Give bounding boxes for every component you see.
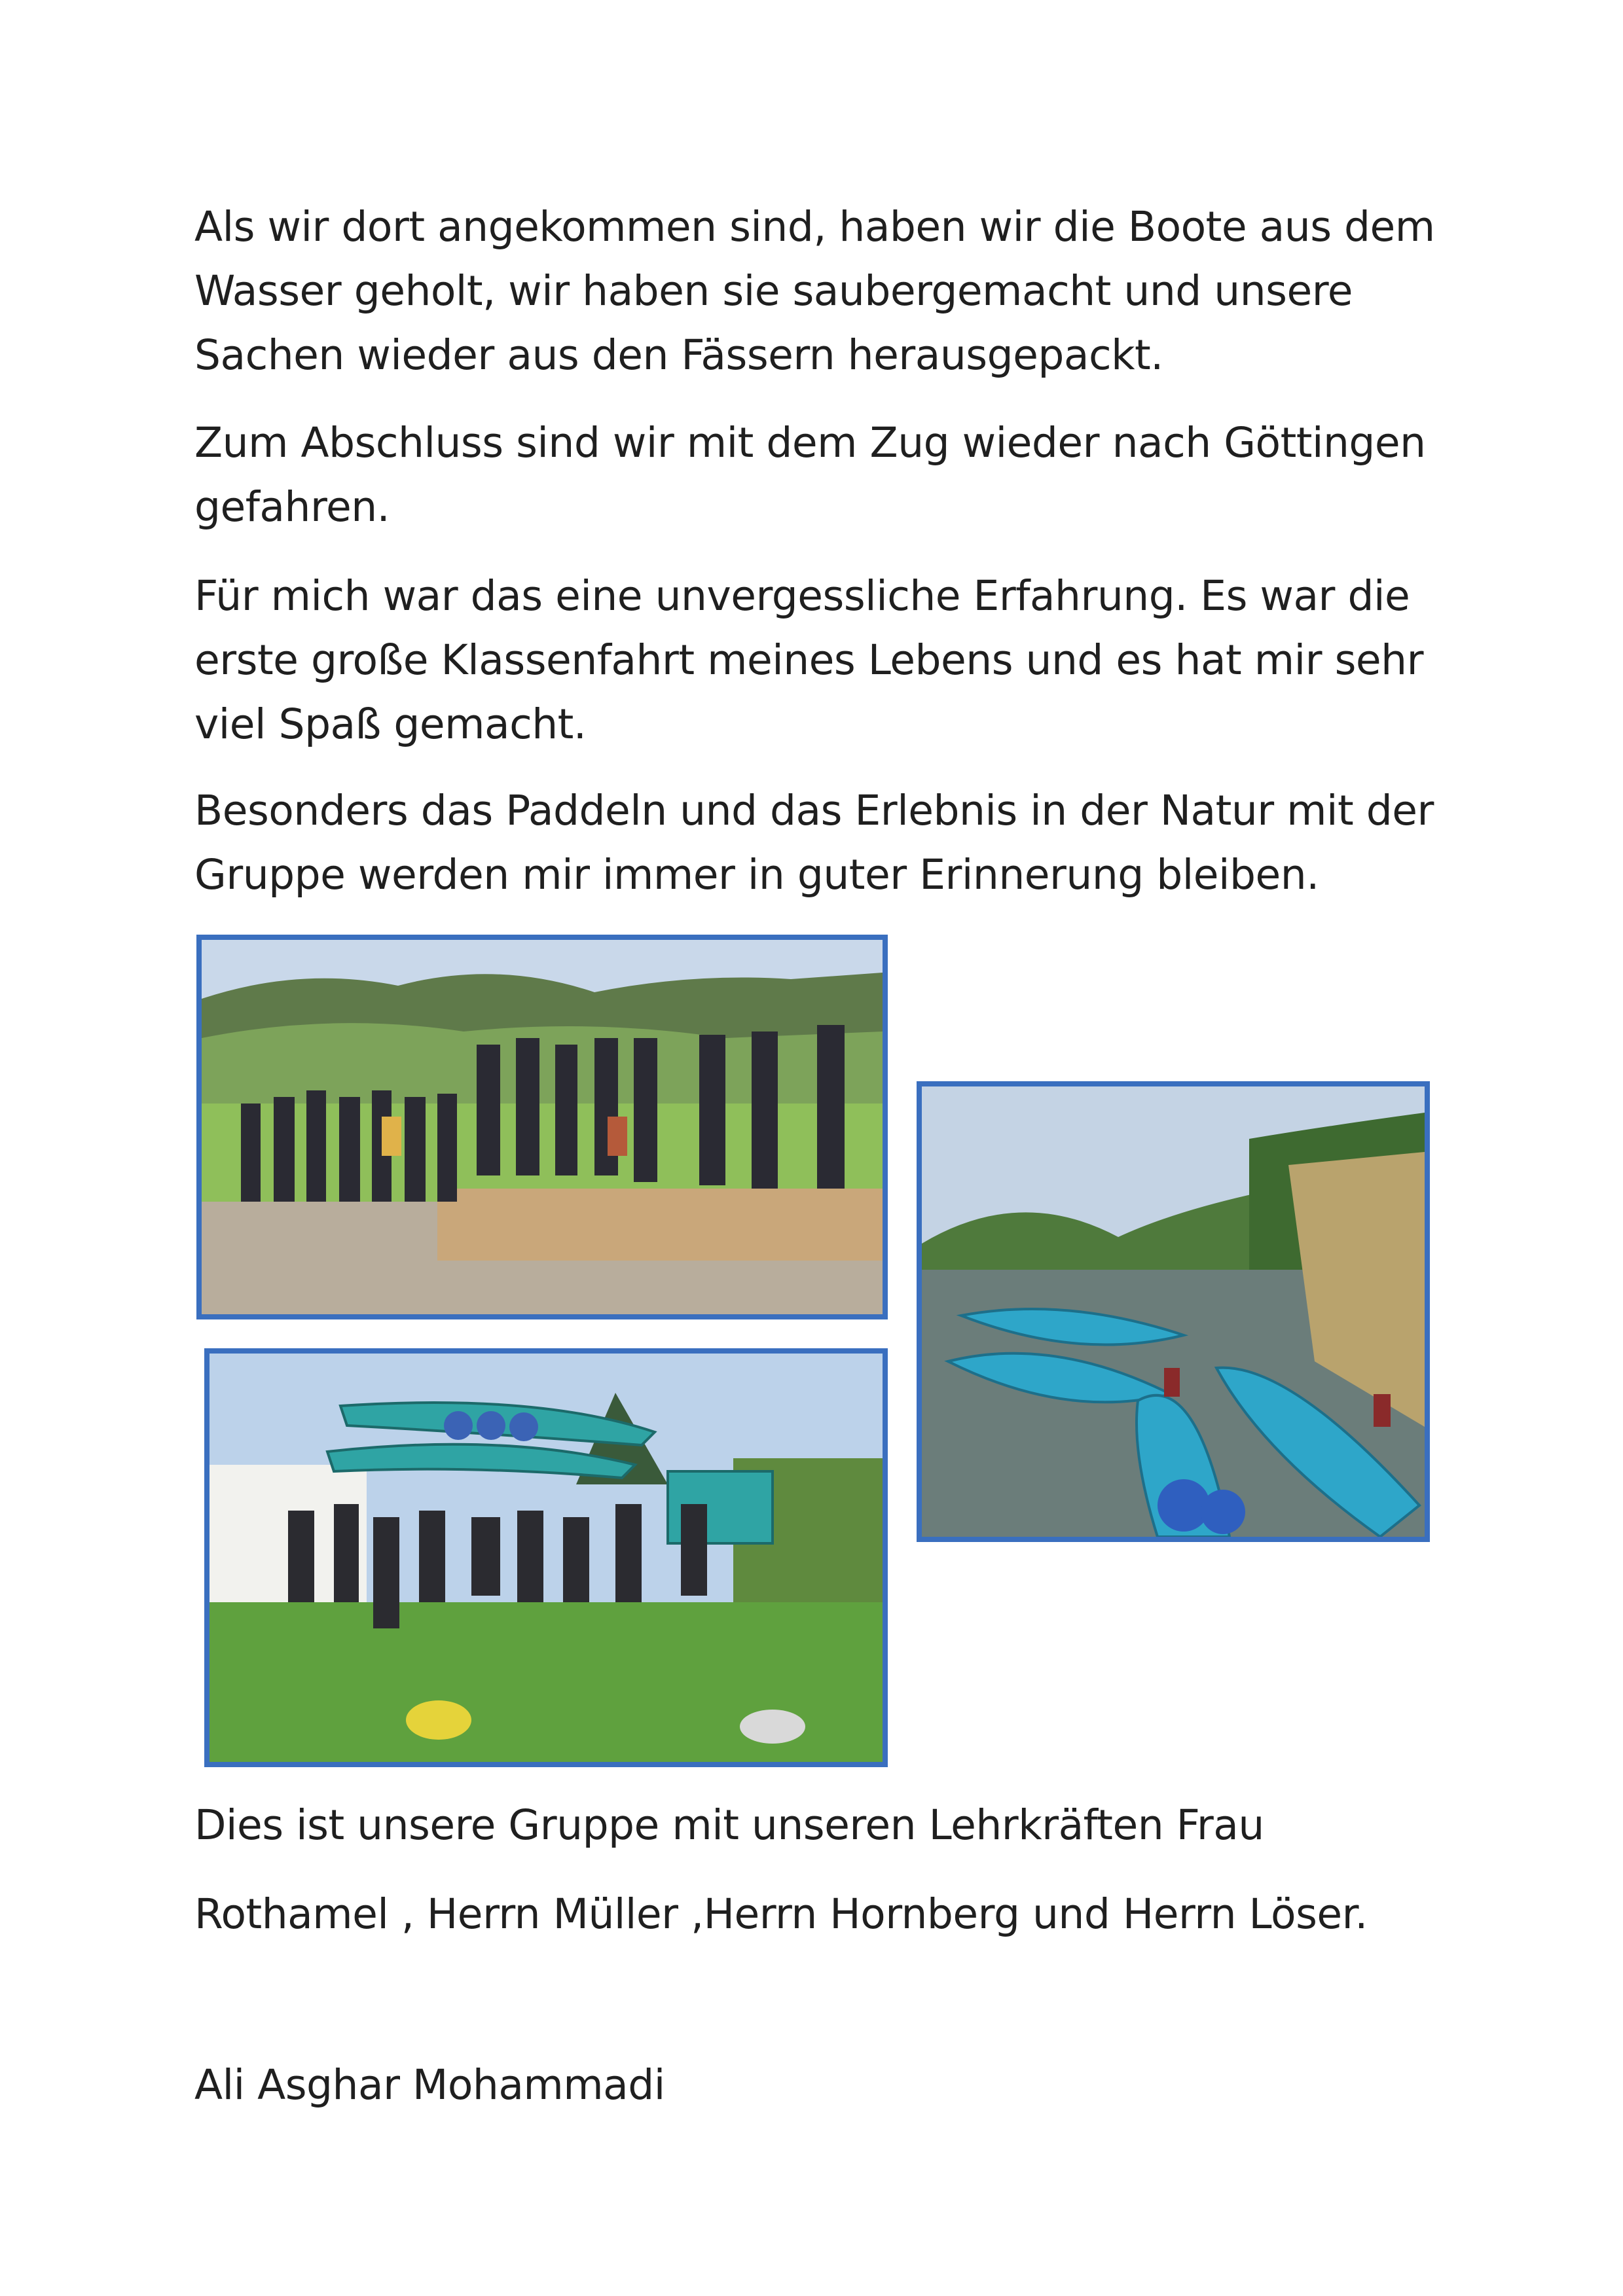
caption-line-2: Rothamel , Herrn Müller ,Herrn Hornberg und Herrn Löser. (194, 1890, 1368, 1938)
caption-line-1: Dies ist unsere Gruppe mit unseren Lehrkräften Frau (194, 1801, 1264, 1849)
paragraph-train: Zum Abschluss sind wir mit dem Zug wieder nach Göttingen gefahren. (194, 419, 1426, 531)
group-boats-photo (204, 1348, 888, 1767)
paragraph-experience: Für mich war das eine unvergessliche Erfahrung. Es war die erste große Klassenfahrt meines Lebens und es hat mir sehr viel Spaß gemacht. (194, 572, 1423, 748)
group-photo-wall (196, 935, 888, 1319)
author-name: Ali Asghar Mohammadi (194, 2061, 665, 2109)
canoe-river-photo (917, 1081, 1430, 1542)
paragraph-arrival: Als wir dort angekommen sind, haben wir die Boote aus dem Wasser geholt, wir haben sie saubergemacht und unsere Sachen wieder aus den Fässern herausgepackt. (194, 203, 1435, 379)
paragraph-memories: Besonders das Paddeln und das Erlebnis in der Natur mit der Gruppe werden mir immer in guter Erinnerung bleiben. (194, 787, 1434, 899)
